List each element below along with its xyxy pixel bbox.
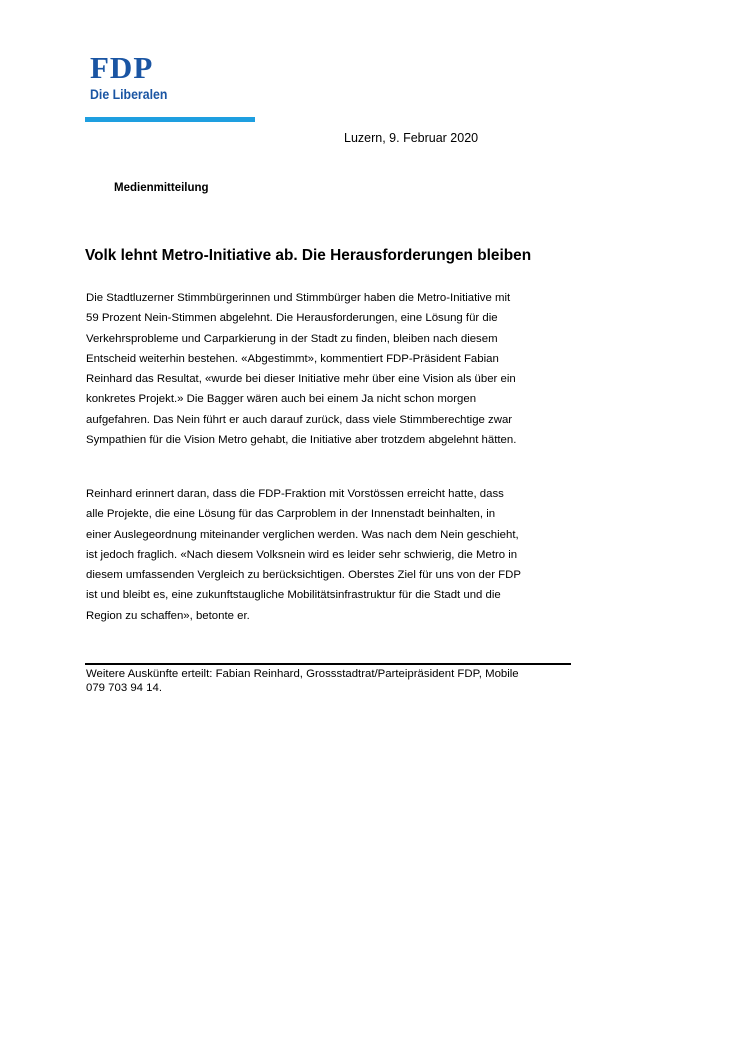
logo-wordmark: FDP <box>90 50 154 85</box>
press-release-headline: Volk lehnt Metro-Initiative ab. Die Herausforderungen bleiben <box>85 247 532 264</box>
paragraph-line: Reinhard erinnert daran, dass die FDP-Fraktion mit Vorstössen erreicht hatte, dass <box>86 488 504 500</box>
paragraph-line: ist jedoch fraglich. «Nach diesem Volksnein wird es leider sehr schwierig, die Metro in <box>86 548 518 561</box>
paragraph-line: Sympathien für die Vision Metro gehabt, die Initiative aber trotzdem abgelehnt hätten. <box>86 434 517 447</box>
paragraph-line: konkretes Projekt.» Die Bagger wären auch bei einem Ja nicht schon morgen <box>86 393 477 406</box>
paragraph-line: aufgefahren. Das Nein führt er auch darauf zurück, dass viele Stimmberechtige zwar <box>86 413 513 426</box>
contact-info <box>86 667 586 695</box>
paragraph-line: diesem umfassenden Vergleich zu berücksichtigen. Oberstes Ziel für uns von der FDP <box>86 569 521 582</box>
contact-divider <box>85 663 571 665</box>
body-paragraph-2 <box>86 484 666 626</box>
logo-accent-bar <box>85 117 255 122</box>
document-type-label: Medienmitteilung <box>114 182 209 194</box>
paragraph-line: 59 Prozent Nein-Stimmen abgelehnt. Die Herausforderungen, eine Lösung für die <box>86 312 498 325</box>
paragraph-line: Reinhard das Resultat, «wurde bei dieser Initiative mehr über eine Vision als über ein <box>86 373 516 386</box>
contact-line: Weitere Auskünfte erteilt: Fabian Reinhard, Grossstadtrat/Parteipräsident FDP, Mobile <box>86 668 519 680</box>
document-date: Luzern, 9. Februar 2020 <box>344 131 479 145</box>
paragraph-line: ist und bleibt es, eine zukunftstaugliche Mobilitätsinfrastruktur für die Stadt und die <box>86 589 501 602</box>
paragraph-line: alle Projekte, die eine Lösung für das Carproblem in der Innenstadt beinhalten, in <box>86 508 496 521</box>
paragraph-line: Die Stadtluzerner Stimmbürgerinnen und Stimmbürger haben die Metro-Initiative mit <box>86 292 511 304</box>
paragraph-line: einer Auslegeordnung miteinander verglichen werden. Was nach dem Nein geschieht, <box>86 528 519 541</box>
paragraph-line: Entscheid weiterhin bestehen. «Abgestimmt», kommentiert FDP-Präsident Fabian <box>86 352 499 365</box>
paragraph-line: Region zu schaffen», betonte er. <box>86 609 250 622</box>
body-paragraph-1 <box>86 288 666 450</box>
fdp-logo <box>90 52 260 103</box>
paragraph-line: Verkehrsprobleme und Carparkierung in der Stadt zu finden, bleiben nach diesem <box>86 332 498 345</box>
logo-tagline: Die Liberalen <box>90 86 168 102</box>
contact-line: 079 703 94 14. <box>86 682 163 694</box>
